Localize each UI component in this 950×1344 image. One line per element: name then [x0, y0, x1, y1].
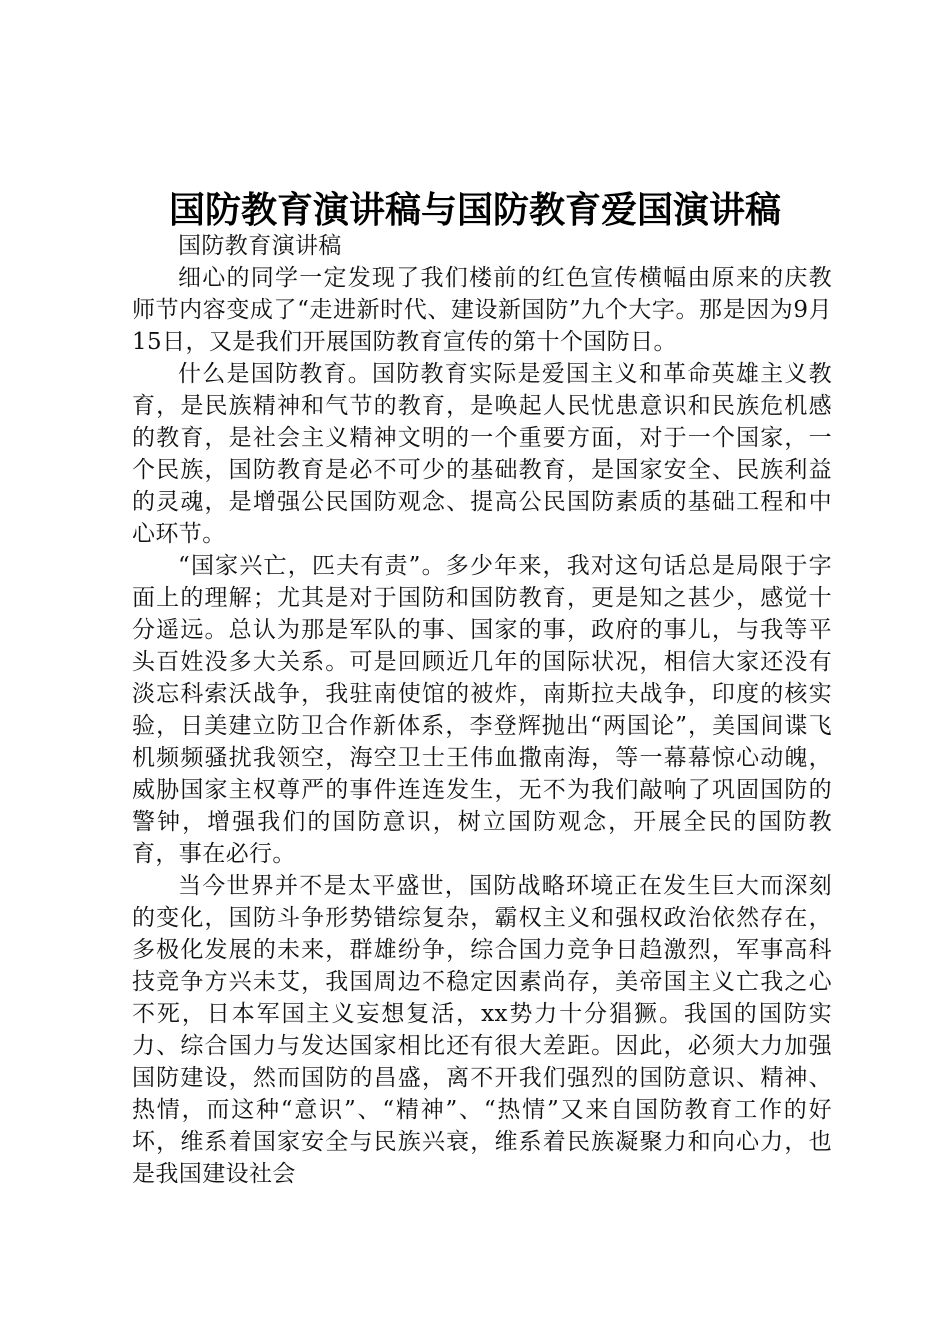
document-title: 国防教育演讲稿与国防教育爱国演讲稿 — [168, 189, 781, 231]
paragraph: 当今世界并不是太平盛世，国防战略环境正在发生巨大而深刻的变化，国防斗争形势错综复杂，霸权主义和强权政治依然存在，多极化发展的未来，群雄纷争，综合国力竞争日趋激烈，军事高科技竞争方兴未艾，我国周边不稳定因素尚存，美帝国主义亡我之心不死，日本军国主义妄想复活，xx势力十分猖獗。我国的国防实力、综合国力与发达国家相比还有很大差距。因此，必须大力加强国防建设，然而国防的昌盛，离不开我们强烈的国防意识、精神、热情，而这种“意识”、“精神”、“热情”又来自国防教育工作的好坏，维系着国家安全与民族兴衰，维系着民族凝聚力和向心力，也是我国建设社会 — [132, 873, 832, 1187]
document-body — [132, 230, 832, 1190]
paragraph: 细心的同学一定发现了我们楼前的红色宣传横幅由原来的庆教师节内容变成了“走进新时代、建设新国防”九个大字。那是因为9月15日，又是我们开展国防教育宣传的第十个国防日。 — [132, 265, 832, 355]
section-heading: 国防教育演讲稿 — [178, 233, 342, 259]
paragraph: 什么是国防教育。国防教育实际是爱国主义和革命英雄主义教育，是民族精神和气节的教育，是唤起人民忧患意识和民族危机感的教育，是社会主义精神文明的一个重要方面，对于一个国家，一个民族，国防教育是必不可少的基础教育，是国家安全、民族利益的灵魂，是增强公民国防观念、提高公民国防素质的基础工程和中心环节。 — [132, 361, 832, 547]
paragraph: “国家兴亡，匹夫有责”。多少年来，我对这句话总是局限于字面上的理解；尤其是对于国防和国防教育，更是知之甚少，感觉十分遥远。总认为那是军队的事、国家的事，政府的事儿，与我等平头百姓没多大关系。可是回顾近几年的国际状况，相信大家还没有淡忘科索沃战争，我驻南使馆的被炸，南斯拉夫战争，印度的核实验，日美建立防卫合作新体系，李登辉抛出“两国论”，美国间谍飞机频频骚扰我领空，海空卫士王伟血撒南海，等一幕幕惊心动魄，威胁国家主权尊严的事件连连发生，无不为我们敲响了巩固国防的警钟，增强我们的国防意识，树立国防观念，开展全民的国防教育，事在必行。 — [132, 553, 832, 867]
